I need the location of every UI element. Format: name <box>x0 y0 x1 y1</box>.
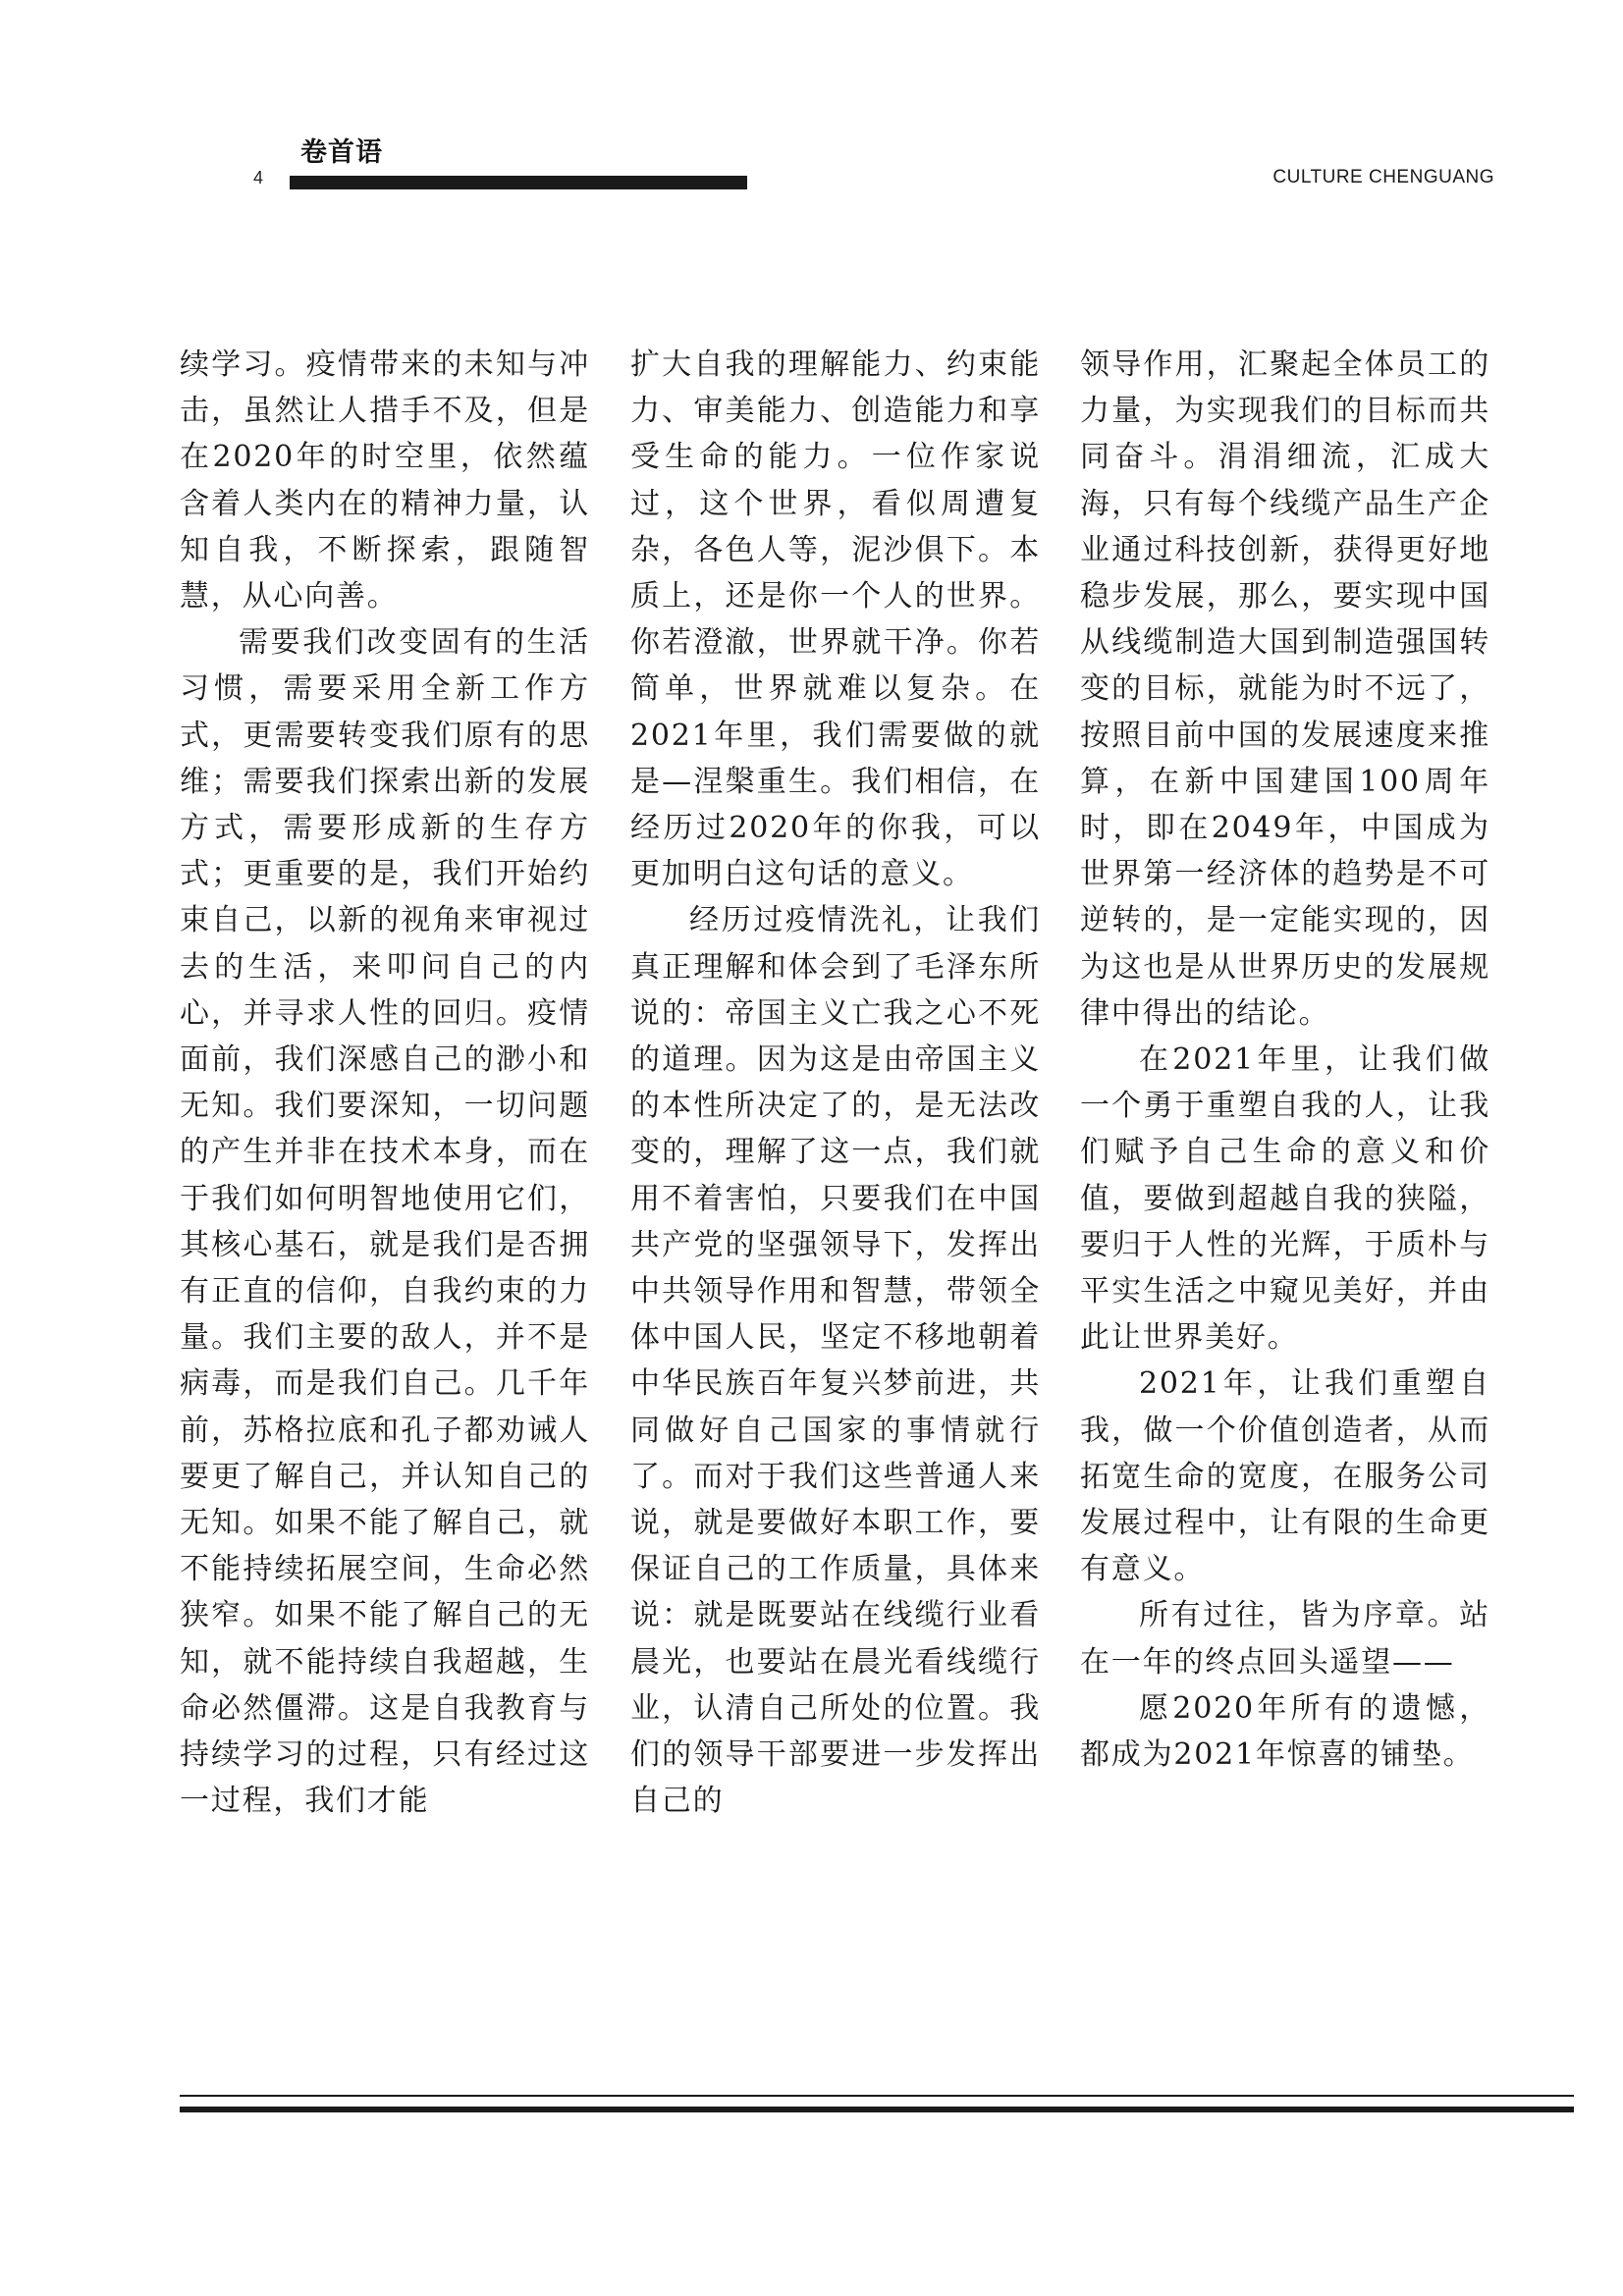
paragraph: 扩大自我的理解能力、约束能力、审美能力、创造能力和享受生命的能力。一位作家说过，这个世界，看似周遭复杂，各色人等，泥沙俱下。本质上，还是你一个人的世界。你若澄澈，世界就干净。你若简单，世界就难以复杂。在2021年里，我们需要做的就是—涅槃重生。我们相信，在经历过2020年的你我，可以更加明白这句话的意义。 <box>630 347 1041 892</box>
article-column-3 <box>1080 342 1490 1778</box>
footer-rule-thick <box>180 2107 1574 2112</box>
page-number: 4 <box>253 168 264 187</box>
magazine-name: CULTURE CHENGUANG <box>1272 167 1494 187</box>
paragraph: 领导作用，汇聚起全体员工的力量，为实现我们的目标而共同奋斗。涓涓细流，汇成大海，只有每个线缆产品生产企业通过科技创新，获得更好地稳步发展，那么，要实现中国从线缆制造大国到制造强国转变的目标，就能为时不远了，按照目前中国的发展速度来推算，在新中国建国100周年时，即在2049年，中国成为世界第一经济体的趋势是不可逆转的，是一定能实现的，因为这也是从世界历史的发展规律中得出的结论。 <box>1080 347 1490 1031</box>
article-column-1 <box>180 342 590 1825</box>
paragraph: 续学习。疫情带来的未知与冲击，虽然让人措手不及，但是在2020年的时空里，依然蕴含着人类内在的精神力量，认知自我，不断探索，跟随智慧，从心向善。 <box>180 347 590 614</box>
paragraph: 经历过疫情洗礼，让我们真正理解和体会到了毛泽东所说的：帝国主义亡我之心不死的道理。因为这是由帝国主义的本性所决定了的，是无法改变的，理解了这一点，我们就用不着害怕，只要我们在中国共产党的坚强领导下，发挥出中共领导作用和智慧，带领全体中国人民，坚定不移地朝着中华民族百年复兴梦前进，共同做好自己国家的事情就行了。而对于我们这些普通人来说，就是要做好本职工作，要保证自己的工作质量，具体来说：就是既要站在线缆行业看晨光，也要站在晨光看线缆行业，认清自己所处的位置。我们的领导干部要进一步发挥出自己的 <box>630 903 1041 1819</box>
paragraph: 所有过往，皆为序章。站在一年的终点回头遥望—— <box>1080 1598 1490 1680</box>
article-column-2 <box>630 342 1041 1825</box>
paragraph: 愿2020年所有的遗憾，都成为2021年惊喜的铺垫。 <box>1080 1690 1490 1773</box>
paragraph: 需要我们改变固有的生活习惯，需要采用全新工作方式，更需要转变我们原有的思维；需要我们探索出新的发展方式，需要形成新的生存方式；更重要的是，我们开始约束自己，以新的视角来审视过去的生活，来叩问自己的内心，并寻求人性的回归。疫情面前，我们深感自己的渺小和无知。我们要深知，一切问题的产生并非在技术本身，而在于我们如何明智地使用它们，其核心基石，就是我们是否拥有正直的信仰，自我约束的力量。我们主要的敌人，并不是病毒，而是我们自己。几千年前，苏格拉底和孔子都劝诫人要更了解自己，并认知自己的无知。如果不能了解自己，就不能持续拓展空间，生命必然狭窄。如果不能了解自己的无知，就不能持续自我超越，生命必然僵滞。这是自我教育与持续学习的过程，只有经过这一过程，我们才能 <box>180 625 590 1819</box>
paragraph: 2021年，让我们重塑自我，做一个价值创造者，从而拓宽生命的宽度，在服务公司发展过程中，让有限的生命更有意义。 <box>1080 1366 1490 1587</box>
paragraph: 在2021年里，让我们做一个勇于重塑自我的人，让我们赋予自己生命的意义和价值，要做到超越自我的狭隘，要归于人性的光辉，于质朴与平实生活之中窥见美好，并由此让世界美好。 <box>1080 1042 1490 1356</box>
footer-rule-thin <box>180 2095 1574 2097</box>
section-title: 卷首语 <box>300 137 383 168</box>
header-bar <box>290 176 747 189</box>
